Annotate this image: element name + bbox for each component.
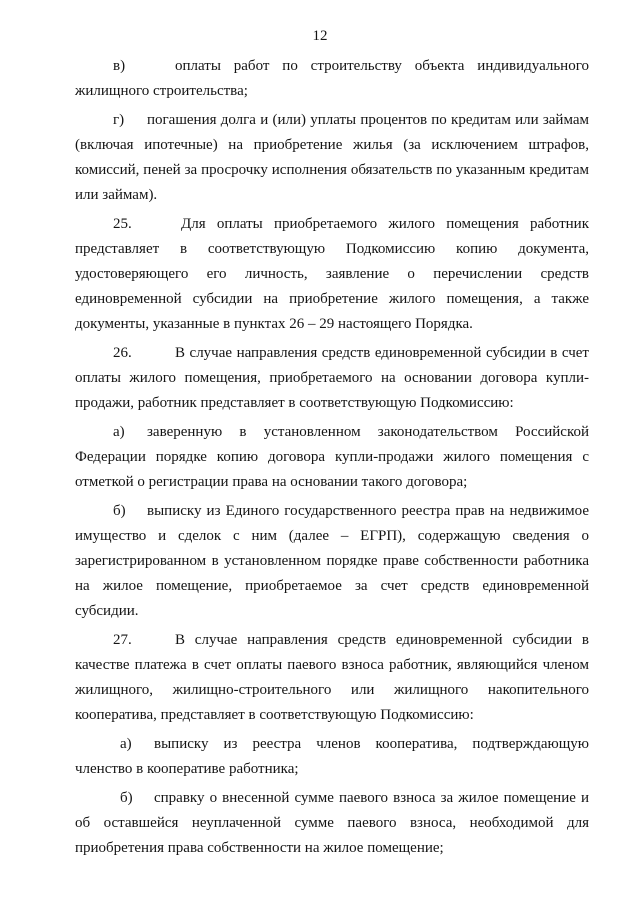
clause-27 <box>75 628 589 728</box>
item-marker: б) <box>113 503 126 519</box>
subitem-b-27 <box>75 786 589 861</box>
item-marker: 26. <box>113 345 132 361</box>
item-text: В случае направления средств единовременной субсидии в счет оплаты жилого помещения, приобретаемого на основании договора купли-продажи, работник представляет в соответствующую Подкомиссию: <box>75 345 589 411</box>
item-marker: в) <box>113 58 126 74</box>
item-text: выписку из реестра членов кооператива, подтверждающую членство в кооперативе работника; <box>75 736 589 777</box>
subitem-a-26 <box>75 420 589 495</box>
item-marker: 27. <box>113 632 132 648</box>
subitem-g <box>75 108 589 208</box>
item-text: В случае направления средств единовременной субсидии в качестве платежа в счет оплаты паевого взноса работник, являющийся членом жилищного, жилищно-строительного или жилищного накопительного кооператива, представляет в соответствующую Подкомиссию: <box>75 632 589 723</box>
item-marker: г) <box>113 112 125 128</box>
subitem-a-27 <box>75 732 589 782</box>
item-marker: 25. <box>113 216 132 232</box>
clause-26 <box>75 341 589 416</box>
item-text: оплаты работ по строительству объекта индивидуального жилищного строительства; <box>75 58 589 99</box>
item-marker: б) <box>120 790 133 806</box>
item-marker: а) <box>120 736 132 752</box>
item-text: Для оплаты приобретаемого жилого помещения работник представляет в соответствующую Подкомиссию копию документа, удостоверяющего его личность, заявление о перечислении средств единовременной субсидии на приобретение жилого помещения, а также документы, указанные в пунктах 26 – 29 настоящего Порядка. <box>75 216 589 332</box>
item-text: выписку из Единого государственного реестра прав на недвижимое имущество и сделок с ним (далее – ЕГРП), содержащую сведения о зарегистрированном в установленном порядке праве собственности работника на жилое помещение, приобретаемое за счет средств единовременной субсидии. <box>75 503 589 619</box>
subitem-b-26 <box>75 499 589 624</box>
subitem-v <box>75 54 589 104</box>
clause-25 <box>75 212 589 337</box>
item-marker: а) <box>113 424 125 440</box>
item-text: справку о внесенной сумме паевого взноса за жилое помещение и об оставшейся неуплаченной сумме паевого взноса, необходимой для приобретения права собственности на жилое помещение; <box>75 790 589 856</box>
item-text: заверенную в установленном законодательством Российской Федерации порядке копию договора купли-продажи жилого помещения с отметкой о регистрации права на основании такого договора; <box>75 424 589 490</box>
document-body <box>75 54 589 865</box>
page-number: 12 <box>312 28 328 44</box>
item-text: погашения долга и (или) уплаты процентов по кредитам или займам (включая ипотечные) на приобретение жилья (за исключением штрафов, комиссий, пеней за просрочку исполнения обязательств по указанным кредитам или займам). <box>75 112 589 203</box>
